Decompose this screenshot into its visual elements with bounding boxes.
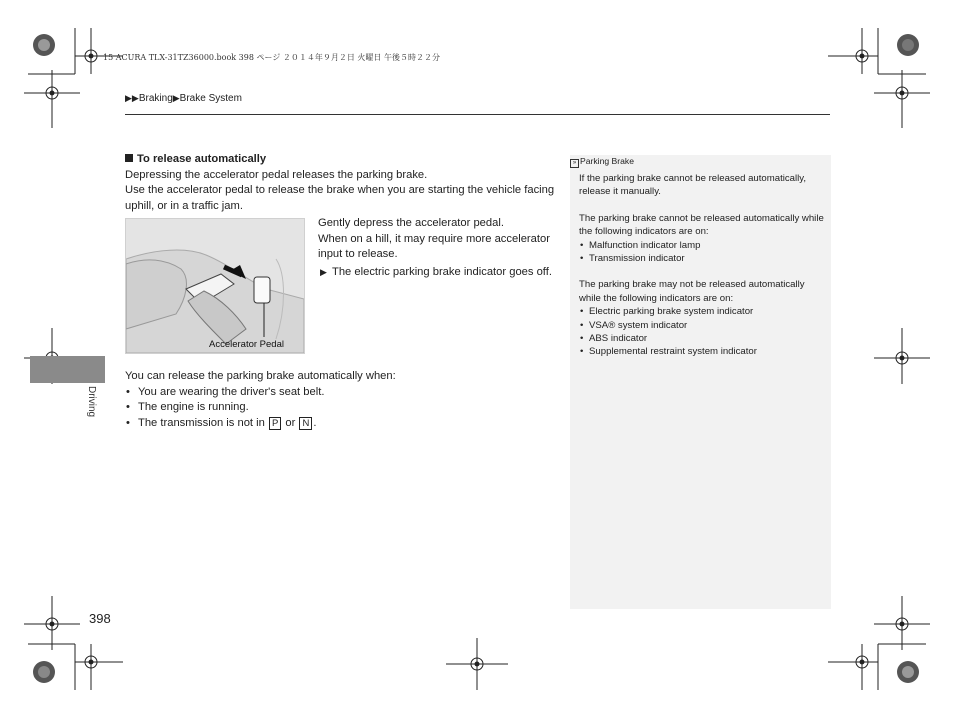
instruction-step: Gently depress the accelerator pedal. [318,217,504,229]
note-sidebar [570,155,831,609]
instruction-result: ▶ The electric parking brake indicator goes off. [318,265,558,281]
header-rule [125,114,830,115]
sidebar-paragraph: The parking brake cannot be released automatically while the following indicators are on: [579,212,824,238]
section-heading: To release automatically [125,152,555,168]
condition-item: • You are wearing the driver's seat belt. [125,385,555,401]
breadcrumb-arrows-icon: ▶▶ [125,93,139,103]
sidebar-list-item: • VSA® system indicator [579,319,827,332]
chapter-tab-label: Driving [86,386,97,418]
sidebar-list-item: • ABS indicator [579,332,827,345]
accelerator-pedal-illustration [125,218,305,354]
breadcrumb-item-brake-system[interactable]: Brake System [179,93,242,104]
sidebar-title: » Parking Brake [570,156,634,168]
figure-instructions [318,216,558,280]
instruction-note: When on a hill, it may require more accelerator input to release. [318,232,550,261]
pedal-foot-drawing [126,219,304,353]
gear-key-p: P [269,417,281,430]
intro-paragraph-1: Depressing the accelerator pedal releases the parking brake. [125,168,428,181]
condition-item: • The engine is running. [125,400,555,416]
intro-paragraph-2: Use the accelerator pedal to release the brake when you are starting the vehicle facing uphill, or in a traffic jam. [125,184,555,212]
condition-item: • The transmission is not in P or N . [125,416,555,432]
sidebar-list-item: • Transmission indicator [579,252,827,265]
sidebar-list-item: • Malfunction indicator lamp [579,239,827,252]
sidebar-paragraph: If the parking brake cannot be released automatically, release it manually. [579,173,807,198]
square-bullet-icon [125,154,133,162]
chapter-tab [30,356,105,383]
print-header: 15 ACURA TLX-31TZ36000.book 398 ページ ２０１４年９月２日 火曜日 午後５時２２分 [103,53,440,62]
page-number: 398 [89,611,111,626]
sidebar-body [579,172,827,359]
breadcrumb [125,93,242,104]
conditions-intro: You can release the parking brake automatically when: [125,370,396,382]
sidebar-paragraph: The parking brake may not be released automatically while the following indicators are on: [579,279,805,304]
section-intro [125,152,555,214]
result-arrow-icon: ▶ [320,266,327,277]
sidebar-list-item: • Electric parking brake system indicator [579,305,827,318]
breadcrumb-separator-icon: ▶ [172,93,180,103]
gear-key-n: N [299,417,312,430]
figure-caption: Accelerator Pedal [209,339,284,350]
reference-icon: » [570,159,579,168]
sidebar-list-item: • Supplemental restraint system indicator [579,345,827,358]
breadcrumb-item-braking[interactable]: Braking [138,93,173,104]
conditions-block [125,369,555,431]
